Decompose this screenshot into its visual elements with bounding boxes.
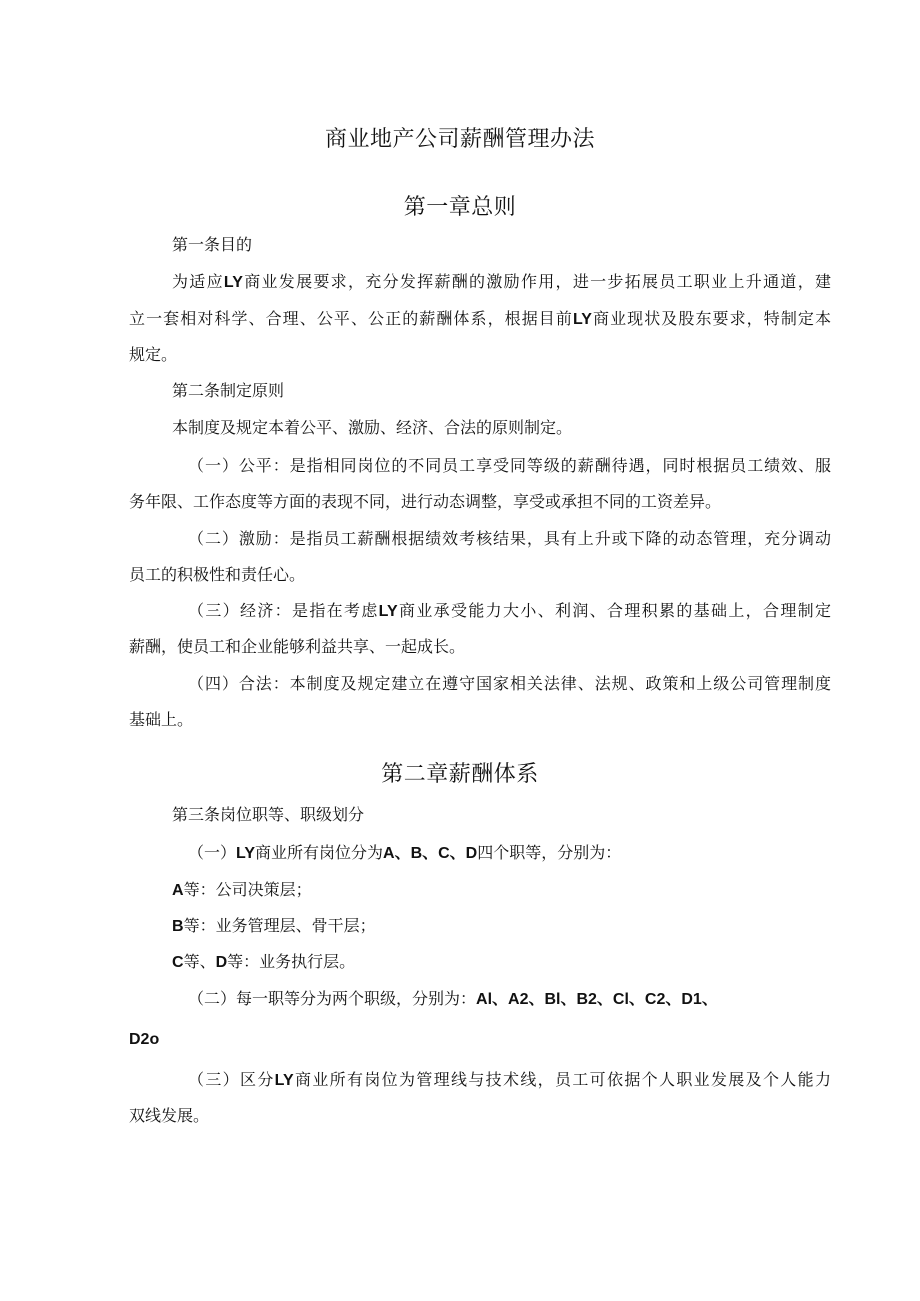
grade-item-2: （二）每一职等分为两个职级，分别为：Al、A2、Bl、B2、Cl、C2、D1、 bbox=[188, 989, 718, 1008]
grade-a-line: A等：公司决策层； bbox=[172, 880, 312, 899]
grade-cd-line: C等、D等：业务执行层。 bbox=[172, 952, 356, 971]
principle-fairness-line-2: 务年限、工作态度等方面的表现不同，进行动态调整，享受或承担不同的工资差异。 bbox=[129, 492, 722, 511]
article-1-heading: 第一条目的 bbox=[172, 235, 253, 254]
article-2-heading: 第二条制定原则 bbox=[172, 381, 285, 400]
grade-item-3-line-1: （三）区分LY商业所有岗位为管理线与技术线，员工可依据个人职业发展及个人能力 bbox=[188, 1070, 831, 1089]
article-1-line-2: 立一套相对科学、合理、公平、公正的薪酬体系，根据目前LY商业现状及股东要求，特制定本 bbox=[129, 309, 831, 328]
chapter-2-heading: 第二章薪酬体系 bbox=[381, 762, 539, 787]
grade-item-2-wrap: D2o bbox=[129, 1031, 160, 1048]
principle-incentive-line-2: 员工的积极性和责任心。 bbox=[129, 565, 306, 584]
article-1-line-3: 规定。 bbox=[129, 345, 178, 364]
principle-legality-line-1: （四）合法：本制度及规定建立在遵守国家相关法律、法规、政策和上级公司管理制度 bbox=[188, 674, 831, 693]
principle-economy-line-2: 薪酬，使员工和企业能够利益共享、一起成长。 bbox=[129, 637, 466, 656]
article-2-intro: 本制度及规定本着公平、激励、经济、合法的原则制定。 bbox=[172, 418, 573, 437]
article-3-heading: 第三条岗位职等、职级划分 bbox=[172, 805, 365, 824]
document-title: 商业地产公司薪酬管理办法 bbox=[324, 127, 595, 152]
chapter-1-heading: 第一章总则 bbox=[403, 195, 517, 220]
principle-incentive-line-1: （二）激励：是指员工薪酬根据绩效考核结果，具有上升或下降的动态管理，充分调动 bbox=[188, 529, 831, 548]
grade-item-1: （一）LY商业所有岗位分为A、B、C、D四个职等，分别为： bbox=[188, 843, 622, 862]
principle-legality-line-2: 基础上。 bbox=[129, 710, 194, 729]
article-1-line-1: 为适应LY商业发展要求，充分发挥薪酬的激励作用，进一步拓展员工职业上升通道，建 bbox=[172, 272, 831, 291]
grade-item-3-line-2: 双线发展。 bbox=[129, 1106, 210, 1125]
principle-economy-line-1: （三）经济：是指在考虑LY商业承受能力大小、利润、合理积累的基础上，合理制定 bbox=[188, 601, 831, 620]
grade-b-line: B等：业务管理层、骨干层； bbox=[172, 916, 376, 935]
principle-fairness-line-1: （一）公平：是指相同岗位的不同员工享受同等级的薪酬待遇，同时根据员工绩效、服 bbox=[188, 456, 831, 475]
